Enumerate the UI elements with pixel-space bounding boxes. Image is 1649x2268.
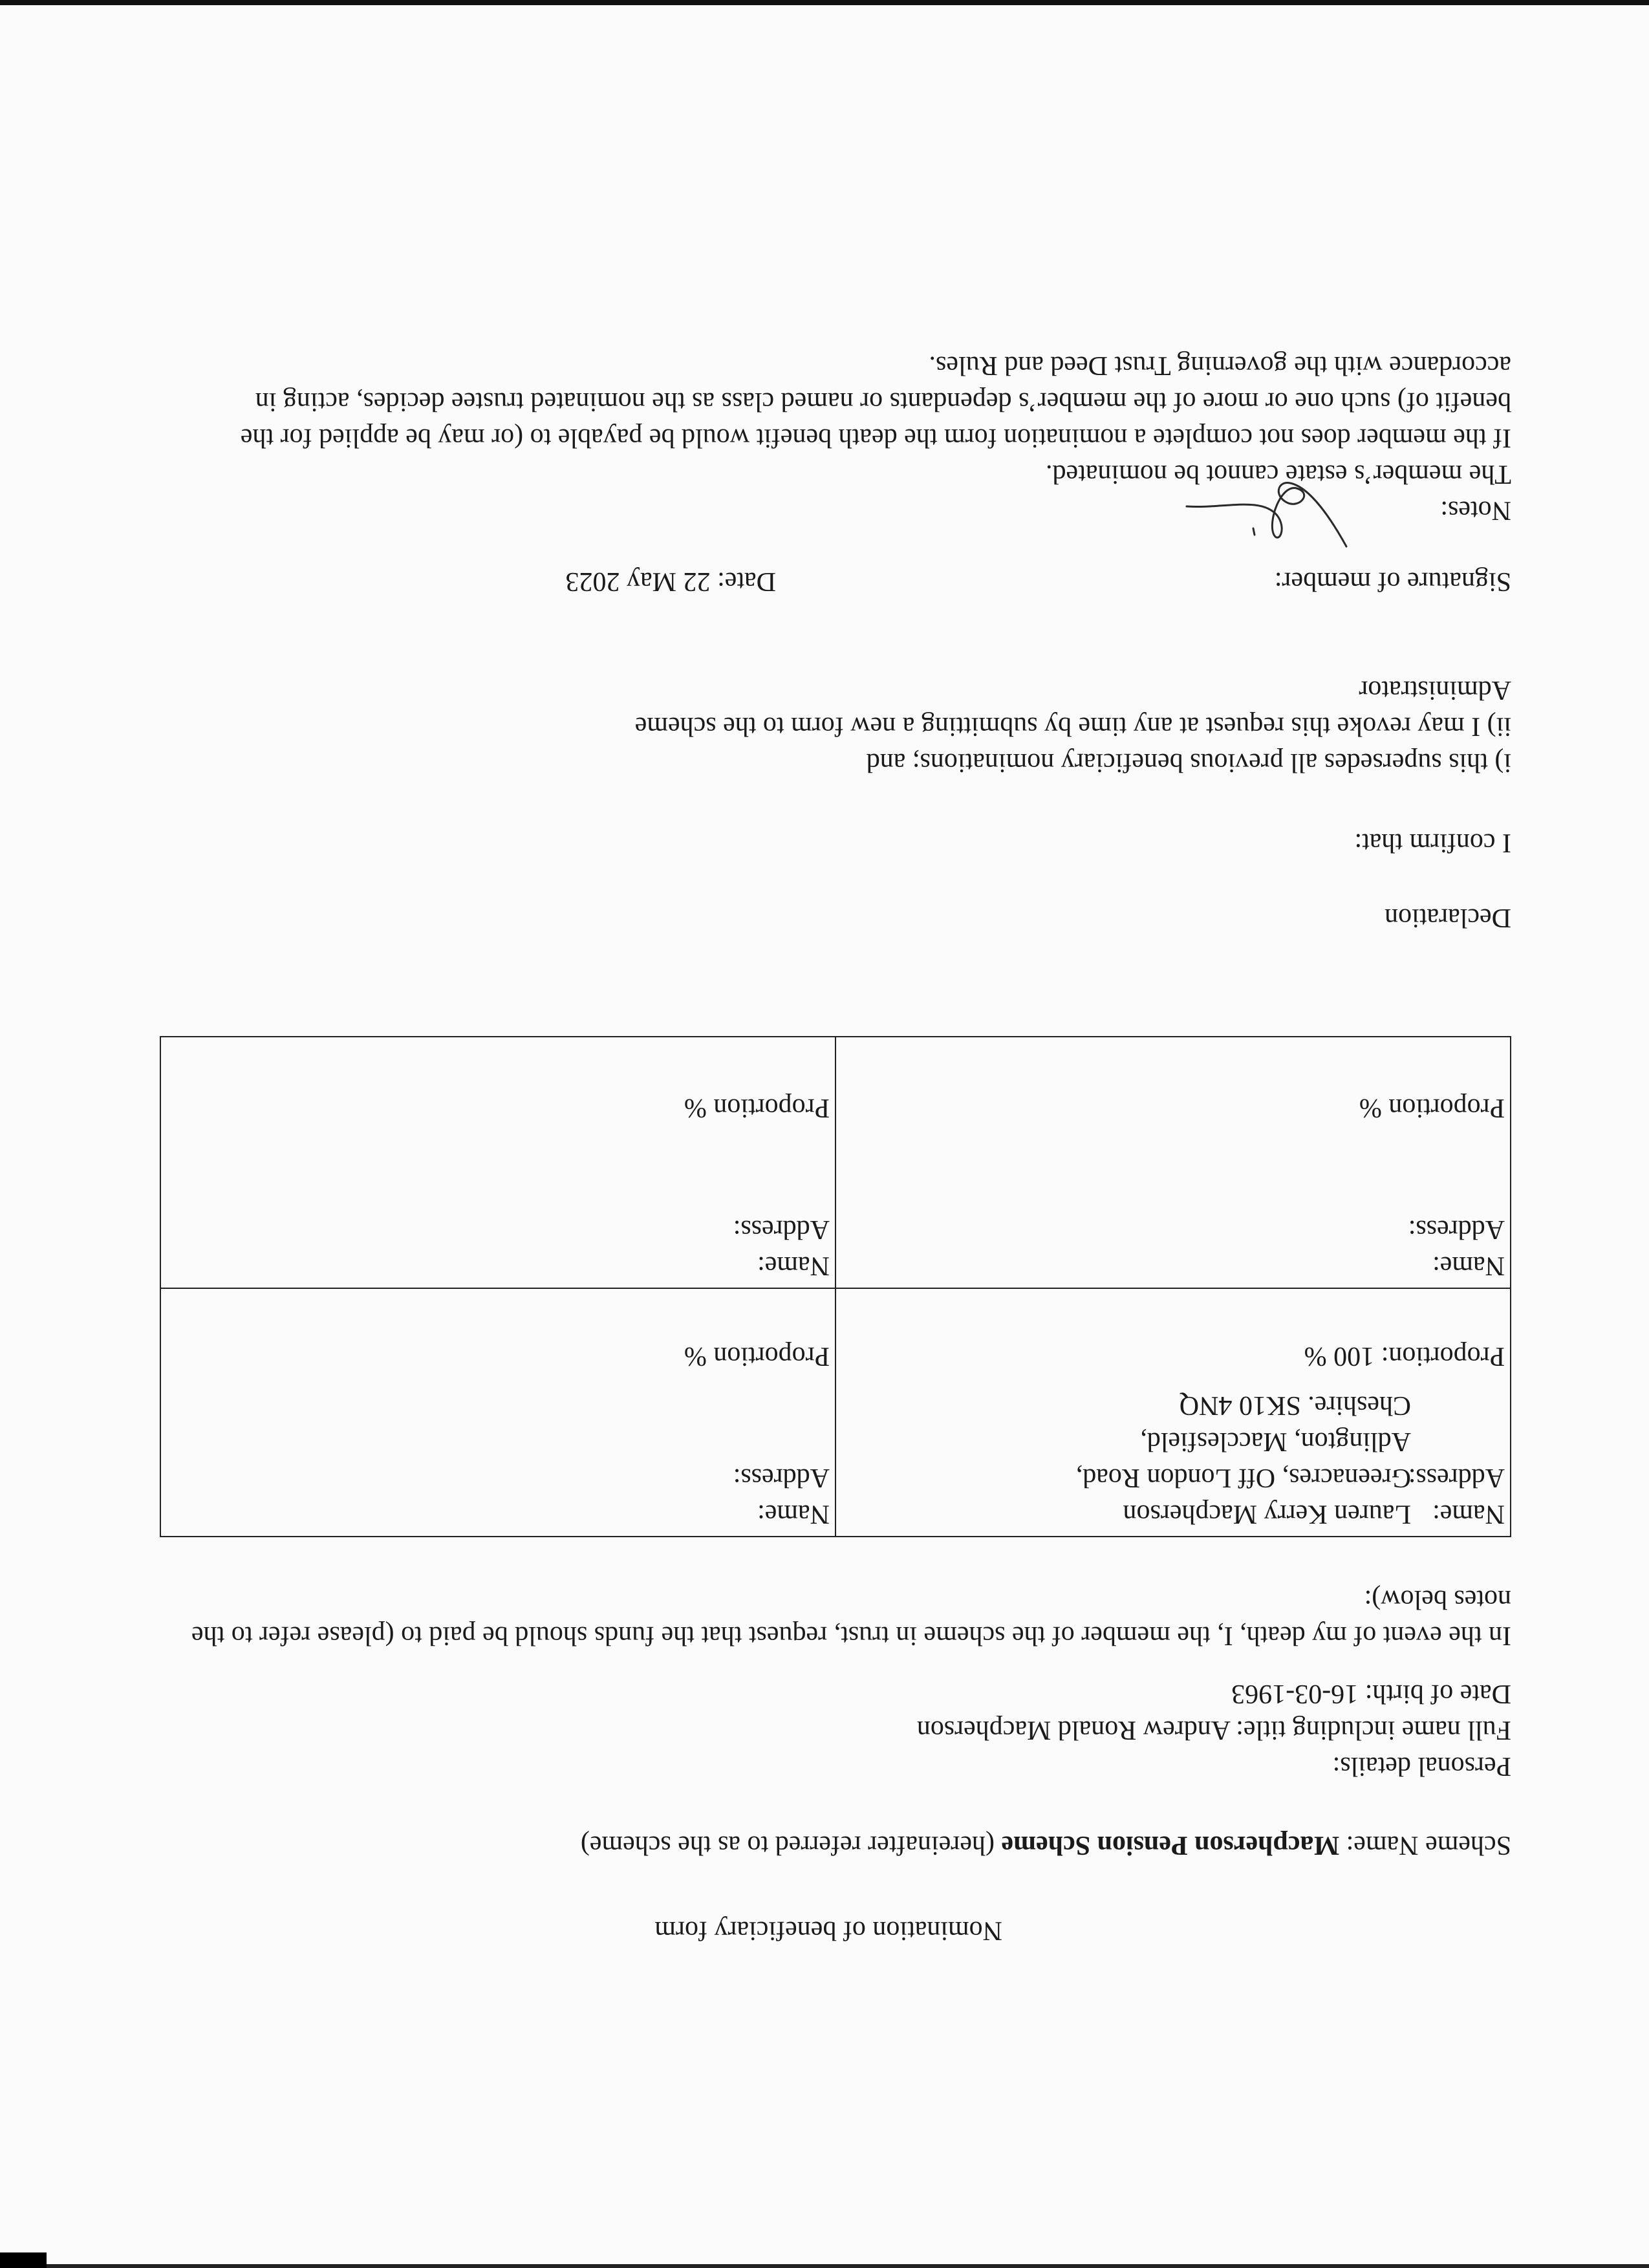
name-label: Name: [1432,1251,1505,1280]
address-line-3: Cheshire. SK10 4NQ [1179,1390,1411,1420]
address-label: Address: [1408,1463,1505,1493]
scheme-label: Scheme Name: [1339,1830,1511,1860]
scheme-line [581,1827,1511,1863]
full-name-line: Full name including title: Andrew Ronald Macpherson [916,1715,1511,1745]
scheme-name: Macpherson Pension Scheme [1001,1830,1340,1860]
beneficiary-cell-2 [160,1288,835,1537]
dob-line: Date of birth: 16-03-1963 [1231,1679,1511,1709]
request-text: In the event of my death, I, the member of the scheme in trust, request that the funds should be paid to (please refer to the notes below): [191,1584,1511,1650]
confirm-line: I confirm that: [1354,828,1511,858]
name-label: Name: [757,1499,830,1529]
scheme-suffix: (hereinafter referred to as the scheme) [580,1830,1002,1860]
beneficiary-cell-3 [835,1037,1511,1288]
address-line-2: Adlington, Macclesfield, [1140,1427,1411,1456]
signature-date: Date: 22 May 2023 [565,567,776,596]
notes-section [166,347,1511,528]
beneficiary-name: Lauren Kerry Macpherson [1123,1499,1411,1529]
address-line-1: Greenacres, Off London Road, [1075,1463,1411,1493]
address-label: Address: [1408,1215,1505,1244]
declaration-point-1: i) this supersedes all previous beneficiary nominations; and [866,748,1511,777]
name-label: Name: [757,1251,830,1280]
notes-line-2: If the member does not complete a nomination form the death benefit would be payable to (or may be applied for the benefit of) such one or more of the member’s dependants or named class as the nominated trustee decides, acting in accordance with the governing Trust Deed and Rules. [240,351,1511,453]
beneficiary-table [160,1036,1511,1537]
declaration-points [635,672,1511,781]
beneficiary-cell-4 [160,1037,835,1288]
proportion: Proportion % [1359,1093,1505,1123]
personal-heading: Personal details: [1332,1751,1511,1781]
notes-line-1: The member’s estate cannot be nominated. [1046,459,1511,489]
notes-heading: Notes: [1440,495,1511,525]
proportion: Proportion % [684,1093,830,1123]
declaration-heading: Declaration [1385,903,1511,933]
proportion: Proportion % [684,1341,830,1371]
signature-label: Signature of member: [1274,567,1511,596]
address-label: Address: [733,1463,830,1493]
form-title: Nomination of beneficiary form [654,1916,1002,1945]
declaration-point-2: ii) I may revoke this request at any time by submitting a new form to the scheme [634,711,1511,741]
address-label: Address: [733,1215,830,1244]
declaration-point-2-cont: Administrator [1359,675,1511,705]
proportion: Proportion: 100 % [1304,1341,1505,1371]
name-label: Name: [1432,1499,1505,1529]
beneficiary-cell-1 [835,1288,1511,1537]
personal-details [917,1676,1511,1784]
